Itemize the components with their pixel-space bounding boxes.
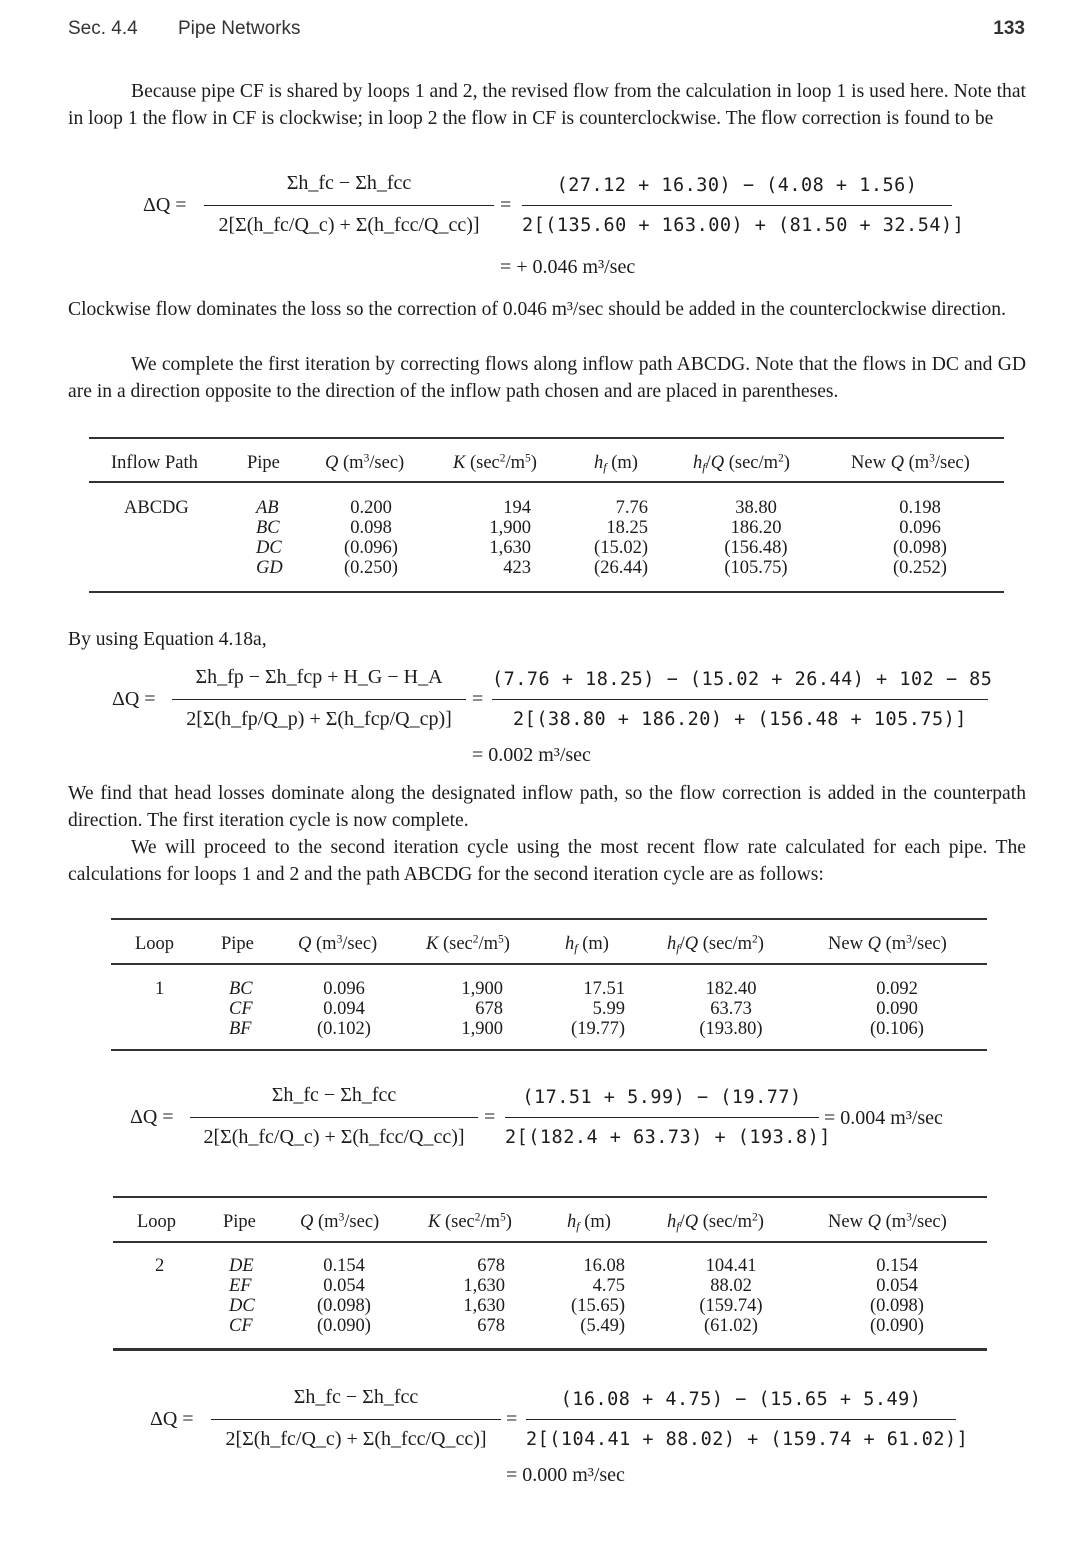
t2-hfq-cell-2: (193.80) [699,1019,763,1039]
eq3-result: = 0.004 m³/sec [824,1107,943,1129]
t1-hf-cell-2: (15.02) [594,538,648,558]
eq2-symbolic-fraction [172,666,466,740]
t3-k-cell-3: 678 [477,1316,505,1336]
equation-loop2-first-iteration [0,172,1071,284]
eq3-numeric-denominator: 2[(182.4 + 63.73) + (193.8)] [505,1127,831,1148]
eq3-symbolic-fraction [190,1084,478,1158]
t1-col-newq [869,498,971,578]
eq2-numeric-denominator: 2[(38.80 + 186.20) + (156.48 + 105.75)] [513,709,967,730]
t3-group-label: 2 [155,1256,165,1276]
t3-k-cell-2: 1,630 [463,1296,505,1316]
t2-hf-cell-2: (19.77) [571,1019,625,1039]
t2-k-cell-1: 678 [475,999,503,1019]
t2-col-hf [543,979,625,1039]
eq2-denominator: 2[Σ(h_fp/Q_p) + Σ(h_fcp/Q_cp)] [186,708,452,730]
eq4-numerator: Σh_fc − Σh_fcc [293,1386,419,1408]
eq4-numeric-denominator: 2[(104.41 + 88.02) + (159.74 + 61.02)] [526,1429,969,1450]
t2-hf-cell-0: 17.51 [583,979,625,999]
t1-header-2: Q $(m^3/\sec)$ [325,452,405,473]
t1-q-cell-1: 0.098 [350,518,392,538]
t3-header-2: Q $(m^3/\sec)$ [300,1211,380,1232]
t1-hfq-cell-1: 186.20 [730,518,782,538]
t2-col-hfq [675,979,787,1039]
equation-loop2-second-iteration [0,1386,1071,1498]
t3-header-4: $h_f$ (m) [567,1212,611,1233]
t2-newq-cell-0: 0.092 [876,979,918,999]
eq4-symbolic-fraction [211,1386,501,1460]
t2-newq-cell-1: 0.090 [876,999,918,1019]
eq3-denominator: 2[Σ(h_fc/Q_c) + Σ(h_fcc/Q_cc)] [203,1126,465,1148]
t1-newq-cell-2: (0.098) [893,538,947,558]
t3-hfq-cell-3: (61.02) [704,1316,758,1336]
t2-q-cell-1: 0.094 [323,999,365,1019]
t2-col-k [421,979,503,1039]
t1-hf-cell-3: (26.44) [594,558,648,578]
t2-pipe-cell-2: BF [229,1019,252,1039]
t3-hfq-cell-0: 104.41 [705,1256,757,1276]
t1-k-cell-2: 1,630 [489,538,531,558]
eq3-lhs: ΔQ = [130,1106,174,1128]
eq1-numeric-denominator: 2[(135.60 + 163.00) + (81.50 + 32.54)] [522,215,965,236]
paragraph-first-iteration: We complete the first iteration by correcting flows along inflow path ABCDG. Note that the flows in DC and GD are in a direction opposite to the direction of the inflow path chosen and are placed in parentheses. [68,354,1026,402]
t1-col-hfq [701,498,811,578]
t2-q-cell-0: 0.096 [323,979,365,999]
t1-header-6: New Q $(m^3/\sec)$ [851,452,970,473]
t1-k-cell-3: 423 [503,558,531,578]
t3-hf-cell-2: (15.65) [571,1296,625,1316]
t2-pipe-cell-1: CF [229,999,253,1019]
t1-header-1: Pipe [247,453,280,473]
t3-col-newq [847,1256,947,1336]
t1-col-k [451,498,531,578]
t1-group-label: ABCDG [124,498,189,518]
t3-hf-cell-1: 4.75 [592,1276,625,1296]
t3-hfq-cell-2: (159.74) [699,1296,763,1316]
t1-pipe-cell-2: DC [256,538,282,558]
eq1-numeric-fraction [522,175,965,249]
t2-col-q [287,979,401,1039]
running-head [68,16,1025,44]
t1-hfq-cell-0: 38.80 [735,498,777,518]
t3-newq-cell-0: 0.154 [876,1256,918,1276]
t3-q-cell-2: (0.098) [317,1296,371,1316]
t2-header-4: $h_f$ (m) [565,934,609,955]
eq4-result: = 0.000 m³/sec [506,1464,625,1486]
eq3-numerator: Σh_fc − Σh_fcc [271,1084,397,1106]
eq1-equals: = [500,194,512,216]
t3-pipe-cell-0: DE [229,1256,254,1276]
t1-q-cell-3: (0.250) [344,558,398,578]
t1-k-cell-0: 194 [503,498,531,518]
t1-pipe-cell-1: BC [256,518,280,538]
t3-header-5: $h_f/Q$ $(\sec/m^2)$ [667,1211,764,1233]
t1-col-q [315,498,427,578]
section-number: Sec. 4.4 [68,18,138,39]
table-inflow-path [89,437,1004,593]
paragraph-head-losses: We find that head losses dominate along the designated inflow path, so the flow correction is added in the counterpath direction. The first iteration cycle is now complete. [68,783,1026,831]
t2-hf-cell-1: 5.99 [592,999,625,1019]
t3-header-3: K $(\sec^2/m^5)$ [428,1211,512,1232]
eq1-lhs: ΔQ = [143,194,187,216]
t3-col-hfq [675,1256,787,1336]
eq1-numeric-numerator: (27.12 + 16.30) − (4.08 + 1.56) [556,175,918,196]
t3-newq-cell-2: (0.098) [870,1296,924,1316]
t3-col-hf [543,1256,625,1336]
t1-newq-cell-0: 0.198 [899,498,941,518]
t1-hfq-cell-2: (156.48) [724,538,788,558]
t1-hf-cell-0: 7.76 [615,498,648,518]
t3-hf-cell-3: (5.49) [580,1316,625,1336]
t3-pipe-cell-2: DC [229,1296,255,1316]
eq1-symbolic-fraction [204,172,494,246]
t1-header-3: K $(\sec^2/m^5)$ [453,452,537,473]
eq2-lhs: ΔQ = [112,688,156,710]
t3-hf-cell-0: 16.08 [583,1256,625,1276]
table-loop-1 [111,918,987,1052]
t3-col-k [423,1256,505,1336]
t3-newq-cell-1: 0.054 [876,1276,918,1296]
t2-k-cell-2: 1,900 [461,1019,503,1039]
t2-header-2: Q $(m^3/\sec)$ [298,933,378,954]
t2-col-pipe [229,979,253,1039]
t3-pipe-cell-1: EF [229,1276,252,1296]
t1-header-0: Inflow Path [111,453,198,473]
t3-header-1: Pipe [223,1212,256,1232]
t1-q-cell-2: (0.096) [344,538,398,558]
paragraph-second-iteration: We will proceed to the second iteration cycle using the most recent flow rate calculated for each pipe. The calculations for loops 1 and 2 and the path ABCDG for the second iteration cycle are as follows: [68,837,1026,885]
page-number: 133 [993,18,1025,39]
eq2-numeric-fraction [492,669,993,743]
section-title: Pipe Networks [178,18,301,39]
t2-hfq-cell-1: 63.73 [710,999,752,1019]
equation-loop1-second-iteration [0,1084,1071,1168]
t1-pipe-cell-0: AB [256,498,279,518]
paragraph-equation-ref: By using Equation 4.18a, [68,629,267,650]
t1-newq-cell-1: 0.096 [899,518,941,538]
t1-pipe-cell-3: GD [256,558,283,578]
eq4-denominator: 2[Σ(h_fc/Q_c) + Σ(h_fcc/Q_cc)] [225,1428,487,1450]
equation-inflow-path [0,666,1071,778]
t1-col-hf [569,498,648,578]
eq4-equals: = [506,1408,518,1430]
eq4-lhs: ΔQ = [150,1408,194,1430]
t1-header-5: $h_f/Q$ $(\sec/m^2)$ [693,452,790,474]
t1-newq-cell-3: (0.252) [893,558,947,578]
t3-header-0: Loop [137,1212,177,1232]
t1-header-4: $h_f$ (m) [594,453,638,474]
eq1-result: = + 0.046 m³/sec [500,256,636,278]
eq2-equals: = [472,688,484,710]
t3-q-cell-0: 0.154 [323,1256,365,1276]
eq2-numeric-numerator: (7.76 + 18.25) − (15.02 + 26.44) + 102 − 85 [492,669,993,690]
t3-k-cell-1: 1,630 [463,1276,505,1296]
t2-col-newq [847,979,947,1039]
t3-k-cell-0: 678 [477,1256,505,1276]
t2-header-5: $h_f/Q$ $(\sec/m^2)$ [667,933,764,955]
t2-header-1: Pipe [221,934,254,954]
paragraph-shared-pipe: Because pipe CF is shared by loops 1 and 2, the revised flow from the calculation in loop 1 is used here. Note that in loop 1 the flow in CF is clockwise; in loop 2 the flow in CF is counterclockwise. The flow correction is found to be [68,81,1026,129]
t3-q-cell-3: (0.090) [317,1316,371,1336]
t2-pipe-cell-0: BC [229,979,253,999]
eq2-numerator: Σh_fp − Σh_fcp + H_G − H_A [195,666,443,688]
t3-newq-cell-3: (0.090) [870,1316,924,1336]
t2-header-6: New Q $(m^3/\sec)$ [828,933,947,954]
table-loop-2 [113,1196,987,1352]
eq4-numeric-numerator: (16.08 + 4.75) − (15.65 + 5.49) [560,1389,922,1410]
paragraph-clockwise-dominates: Clockwise flow dominates the loss so the correction of 0.046 m³/sec should be added in the counterclockwise direction. [68,299,1006,320]
t3-hfq-cell-1: 88.02 [710,1276,752,1296]
eq1-numerator: Σh_fc − Σh_fcc [286,172,412,194]
t2-newq-cell-2: (0.106) [870,1019,924,1039]
t3-q-cell-1: 0.054 [323,1276,365,1296]
t2-hfq-cell-0: 182.40 [705,979,757,999]
t1-q-cell-0: 0.200 [350,498,392,518]
t3-col-pipe [229,1256,255,1336]
t1-hfq-cell-3: (105.75) [724,558,788,578]
t2-header-3: K $(\sec^2/m^5)$ [426,933,510,954]
eq3-numeric-numerator: (17.51 + 5.99) − (19.77) [522,1087,802,1108]
t3-col-q [287,1256,401,1336]
t2-q-cell-2: (0.102) [317,1019,371,1039]
t1-k-cell-1: 1,900 [489,518,531,538]
t2-header-0: Loop [135,934,175,954]
eq1-denominator: 2[Σ(h_fc/Q_c) + Σ(h_fcc/Q_cc)] [218,214,480,236]
eq2-result: = 0.002 m³/sec [472,744,591,766]
eq3-numeric-fraction [505,1087,831,1161]
t1-col-pipe [256,498,283,578]
t3-header-6: New Q $(m^3/\sec)$ [828,1211,947,1232]
t2-group-label: 1 [155,979,165,999]
eq3-equals: = [484,1106,496,1128]
t2-k-cell-0: 1,900 [461,979,503,999]
t3-pipe-cell-3: CF [229,1316,253,1336]
t1-hf-cell-1: 18.25 [606,518,648,538]
eq4-numeric-fraction [526,1389,969,1463]
